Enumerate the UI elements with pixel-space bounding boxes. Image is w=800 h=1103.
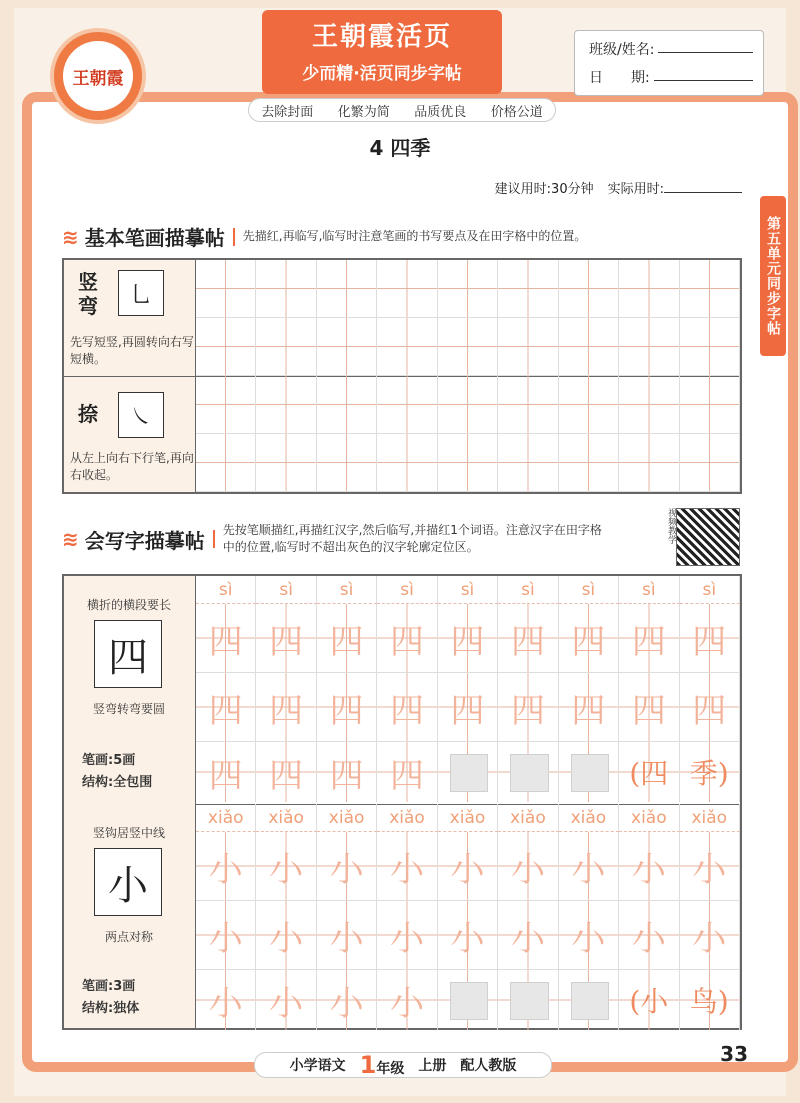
trace-cell[interactable]: 小	[438, 901, 498, 970]
stroke-example: ㇏	[118, 392, 164, 438]
outline-box	[510, 982, 548, 1020]
outline-box	[571, 982, 609, 1020]
lesson-title: 4 四季	[369, 136, 431, 160]
trace-cell[interactable]: 四	[256, 673, 316, 742]
footer-edition: 配人教版	[460, 1058, 517, 1074]
pinyin-cell: xiǎo	[438, 804, 498, 832]
practice-cell[interactable]	[196, 260, 256, 318]
actual-time-label: 实际用时:	[607, 182, 664, 197]
slogan-bar	[248, 98, 556, 122]
stroke-info-cell	[64, 260, 196, 376]
outline-box	[510, 754, 548, 792]
outline-box	[450, 982, 488, 1020]
practice-cell[interactable]	[256, 260, 316, 318]
trace-cell[interactable]: 小	[256, 901, 316, 970]
trace-cell[interactable]: 四	[559, 604, 619, 673]
word-cell[interactable]: 鸟)	[680, 970, 740, 1030]
trace-cell[interactable]: 四	[317, 604, 377, 673]
word-cell[interactable]	[438, 970, 498, 1030]
footer-subject: 小学语文	[289, 1058, 346, 1074]
brand-subtitle: 少而精·活页同步字帖	[302, 64, 462, 84]
stroke-info-cell	[64, 376, 196, 492]
practice-cell[interactable]	[196, 376, 256, 434]
section1-header	[62, 222, 693, 251]
qr-code-icon[interactable]	[676, 508, 740, 566]
trace-cell[interactable]: 四	[438, 673, 498, 742]
practice-cell[interactable]	[317, 318, 377, 376]
structure: 结构:全包围	[82, 775, 153, 790]
word-cell[interactable]: 四	[256, 742, 316, 802]
pinyin-cell: sì	[680, 576, 740, 604]
brand-title: 王朝霞活页	[311, 22, 452, 52]
divider	[213, 530, 215, 548]
model-character: 四	[94, 620, 162, 688]
practice-cell[interactable]	[559, 260, 619, 318]
trace-cell[interactable]: 四	[619, 673, 679, 742]
practice-cell[interactable]	[438, 434, 498, 492]
stroke-practice-grid[interactable]	[196, 260, 740, 492]
section2-title: 会写字描摹帖	[84, 528, 205, 553]
pinyin-cell: sì	[498, 576, 558, 604]
trace-cell[interactable]: 四	[317, 673, 377, 742]
practice-cell[interactable]	[438, 260, 498, 318]
slogan-item: 去除封面	[261, 104, 314, 120]
word-cell[interactable]: 四	[377, 742, 437, 802]
practice-cell[interactable]	[559, 376, 619, 434]
trace-cell[interactable]: 小	[317, 832, 377, 901]
word-cell[interactable]: (四	[619, 742, 679, 802]
practice-cell[interactable]	[196, 318, 256, 376]
word-cell[interactable]	[498, 970, 558, 1030]
trace-cell[interactable]: 小	[196, 832, 256, 901]
practice-cell[interactable]	[498, 260, 558, 318]
stroke-count: 笔画:3画	[82, 979, 136, 994]
word-cell[interactable]: 四	[317, 742, 377, 802]
footer-grade: 年级	[376, 1061, 405, 1077]
slogan-item: 价格公道	[490, 104, 543, 120]
word-cell[interactable]: (小	[619, 970, 679, 1030]
stroke-note: 从左上向右下行笔,再向右收起。	[70, 451, 194, 482]
word-cell[interactable]	[559, 970, 619, 1030]
class-name-label: 班级/姓名:	[589, 42, 655, 58]
tip-top: 竖钩居竖中线	[92, 826, 165, 840]
pinyin-cell: sì	[196, 576, 256, 604]
practice-cell[interactable]	[377, 318, 437, 376]
trace-cell[interactable]: 四	[619, 604, 679, 673]
word-cell[interactable]: 小	[196, 970, 256, 1030]
trace-cell[interactable]: 小	[680, 901, 740, 970]
pinyin-cell: xiǎo	[680, 804, 740, 832]
trace-cell[interactable]: 小	[377, 832, 437, 901]
pinyin-cell: xiǎo	[498, 804, 558, 832]
character-meta-cell	[64, 742, 196, 804]
practice-cell[interactable]	[498, 434, 558, 492]
trace-cell[interactable]: 小	[559, 832, 619, 901]
trace-cell[interactable]: 小	[619, 832, 679, 901]
structure: 结构:独体	[82, 1001, 140, 1016]
word-cell[interactable]: 小	[377, 970, 437, 1030]
pinyin-cell: xiǎo	[559, 804, 619, 832]
wave-icon: ≋	[62, 527, 79, 551]
date-field[interactable]	[654, 79, 753, 81]
word-cell[interactable]: 小	[256, 970, 316, 1030]
practice-cell[interactable]	[619, 260, 679, 318]
brand-logo	[50, 28, 146, 124]
practice-cell[interactable]	[619, 434, 679, 492]
date-label: 日 期:	[589, 70, 650, 86]
trace-cell[interactable]: 小	[498, 832, 558, 901]
stroke-name: 竖弯	[78, 270, 98, 318]
practice-cell[interactable]	[680, 434, 740, 492]
practice-cell[interactable]	[619, 376, 679, 434]
suggested-time: 建议用时:30分钟	[494, 182, 594, 197]
footer-volume: 上册	[418, 1058, 447, 1074]
practice-cell[interactable]	[619, 318, 679, 376]
practice-cell[interactable]	[377, 434, 437, 492]
trace-cell[interactable]: 四	[498, 604, 558, 673]
practice-cell[interactable]	[559, 434, 619, 492]
student-info-box	[574, 30, 764, 96]
tip-bottom: 两点对称	[104, 930, 153, 944]
footer-bar	[254, 1052, 552, 1078]
practice-cell[interactable]	[498, 376, 558, 434]
pinyin-cell: sì	[438, 576, 498, 604]
character-practice-table	[62, 574, 742, 1030]
practice-cell[interactable]	[680, 260, 740, 318]
trace-cell[interactable]: 四	[377, 673, 437, 742]
trace-cell[interactable]: 四	[196, 673, 256, 742]
practice-cell[interactable]	[559, 318, 619, 376]
trace-cell[interactable]: 小	[196, 901, 256, 970]
practice-cell[interactable]	[377, 260, 437, 318]
slogan-item: 品质优良	[414, 104, 467, 120]
stroke-practice-table	[62, 258, 742, 494]
class-name-field[interactable]	[658, 51, 753, 53]
pinyin-cell: sì	[377, 576, 437, 604]
section1-title: 基本笔画描摹帖	[84, 226, 225, 250]
trace-cell[interactable]: 四	[196, 604, 256, 673]
trace-cell[interactable]: 四	[559, 673, 619, 742]
outline-box	[450, 754, 488, 792]
pinyin-cell: sì	[317, 576, 377, 604]
header-banner	[262, 10, 502, 94]
character-practice-grid[interactable]	[196, 576, 740, 1028]
stroke-name: 捺	[78, 402, 98, 426]
practice-cell[interactable]	[680, 376, 740, 434]
practice-cell[interactable]	[256, 434, 316, 492]
word-cell[interactable]	[498, 742, 558, 802]
character-info-cell	[64, 576, 196, 742]
tip-bottom: 竖弯转弯要圆	[92, 702, 165, 716]
stroke-count: 笔画:5画	[82, 753, 136, 768]
wave-icon: ≋	[62, 224, 79, 249]
word-cell[interactable]	[559, 742, 619, 802]
stroke-example: 乚	[118, 270, 164, 316]
pinyin-cell: xiǎo	[619, 804, 679, 832]
divider	[233, 228, 235, 246]
trace-cell[interactable]: 小	[438, 832, 498, 901]
practice-cell[interactable]	[256, 318, 316, 376]
qr-label: 视频教学	[666, 508, 676, 544]
logo-text: 王朝霞	[63, 41, 133, 111]
pinyin-cell: sì	[619, 576, 679, 604]
practice-cell[interactable]	[256, 376, 316, 434]
pinyin-cell: xiǎo	[317, 804, 377, 832]
slogan-item: 化繁为简	[337, 104, 390, 120]
section2-instruction: 先按笔顺描红,再描红汉字,然后临写,并描红1个词语。注意汉字在田字格中的位置,临写时不超出灰色的汉字轮廓定位区。	[222, 523, 602, 554]
trace-cell[interactable]: 四	[680, 673, 740, 742]
trace-cell[interactable]: 小	[498, 901, 558, 970]
practice-cell[interactable]	[498, 318, 558, 376]
pinyin-cell: xiǎo	[256, 804, 316, 832]
word-cell[interactable]	[438, 742, 498, 802]
practice-cell[interactable]	[377, 376, 437, 434]
word-cell[interactable]: 四	[196, 742, 256, 802]
page-number: 33	[720, 1042, 748, 1066]
model-character: 小	[94, 848, 162, 916]
trace-cell[interactable]: 四	[498, 673, 558, 742]
pinyin-cell: xiǎo	[196, 804, 256, 832]
pinyin-cell: sì	[559, 576, 619, 604]
section1-instruction: 先描红,再临写,临写时注意笔画的书写要点及在田字格中的位置。	[242, 229, 587, 243]
trace-cell[interactable]: 四	[256, 604, 316, 673]
trace-cell[interactable]: 小	[377, 901, 437, 970]
stroke-note: 先写短竖,再圆转向右写短横。	[70, 335, 194, 366]
practice-cell[interactable]	[680, 318, 740, 376]
pinyin-cell: xiǎo	[377, 804, 437, 832]
practice-cell[interactable]	[317, 434, 377, 492]
word-cell[interactable]: 季)	[680, 742, 740, 802]
practice-cell[interactable]	[438, 376, 498, 434]
time-info	[495, 178, 742, 197]
tip-top: 横折的横段要长	[86, 598, 171, 612]
practice-cell[interactable]	[438, 318, 498, 376]
character-info-cell	[64, 804, 196, 970]
word-cell[interactable]: 小	[317, 970, 377, 1030]
trace-cell[interactable]: 小	[256, 832, 316, 901]
trace-cell[interactable]: 小	[619, 901, 679, 970]
practice-cell[interactable]	[317, 260, 377, 318]
unit-side-tab: 第五单元同步字帖	[760, 196, 786, 356]
trace-cell[interactable]: 小	[559, 901, 619, 970]
trace-cell[interactable]: 四	[680, 604, 740, 673]
section2-header	[62, 522, 603, 556]
practice-cell[interactable]	[196, 434, 256, 492]
pinyin-cell: sì	[256, 576, 316, 604]
character-meta-cell	[64, 970, 196, 1028]
trace-cell[interactable]: 四	[438, 604, 498, 673]
practice-cell[interactable]	[317, 376, 377, 434]
trace-cell[interactable]: 小	[317, 901, 377, 970]
actual-time-field[interactable]	[664, 192, 742, 193]
outline-box	[571, 754, 609, 792]
trace-cell[interactable]: 小	[680, 832, 740, 901]
footer-grade-number: 1	[359, 1051, 377, 1079]
trace-cell[interactable]: 四	[377, 604, 437, 673]
